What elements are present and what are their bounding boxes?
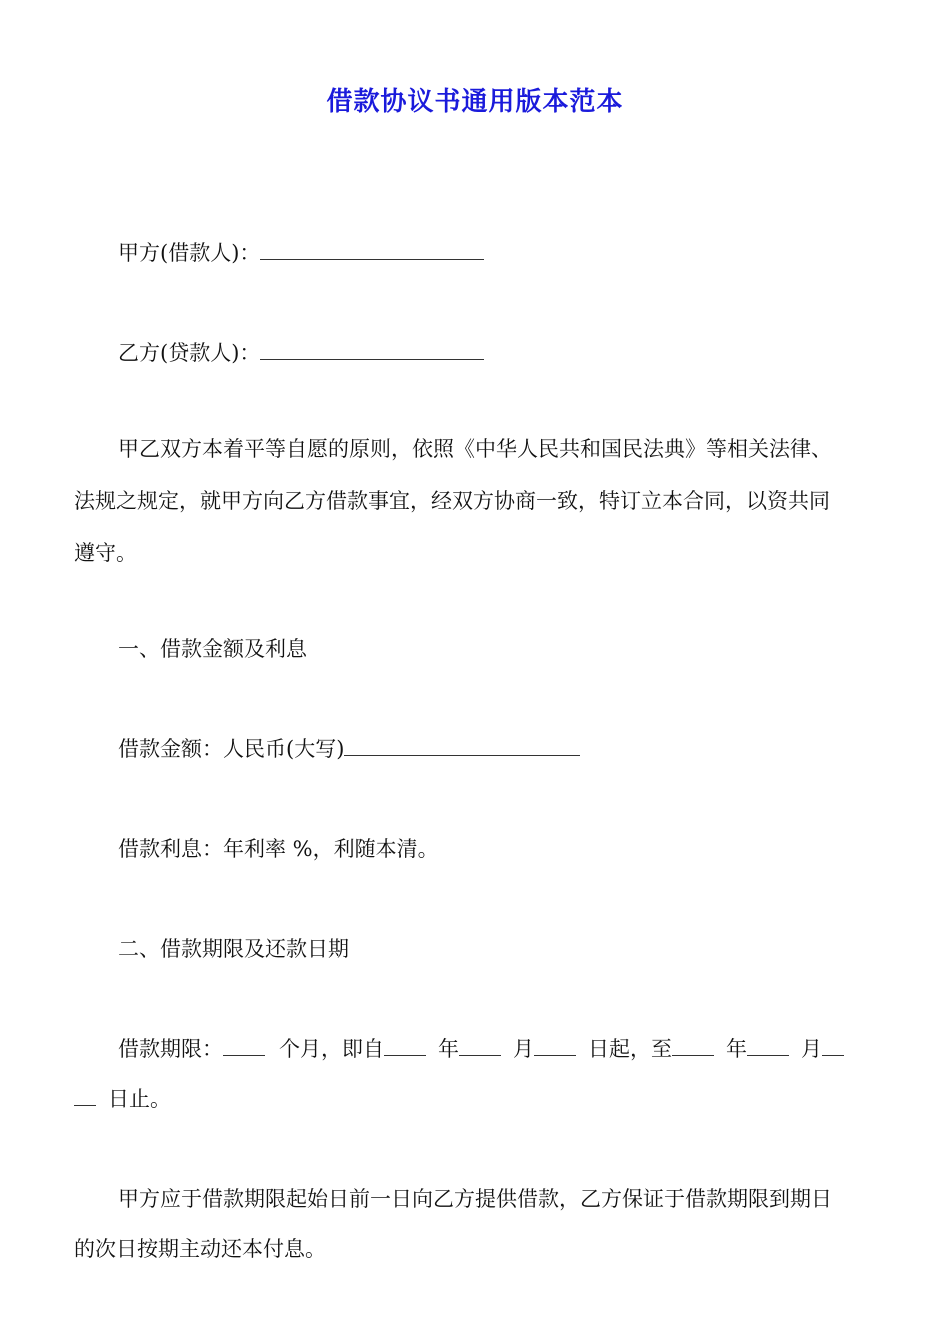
end-year-blank[interactable] [672, 1033, 714, 1056]
end-day-blank-part2[interactable] [74, 1083, 96, 1106]
start-day-label: 日起，至 [588, 1037, 672, 1061]
term-label: 借款期限： [118, 1037, 223, 1061]
loan-interest-line: 借款利息：年利率 %，利随本清。 [118, 837, 439, 861]
end-year-label: 年 [726, 1037, 747, 1061]
party-a-blank[interactable] [260, 237, 484, 260]
end-month-blank[interactable] [747, 1033, 789, 1056]
repay-line-2: 的次日按期主动还本付息。 [74, 1237, 326, 1261]
start-year-label: 年 [438, 1037, 459, 1061]
intro-line-1: 甲乙双方本着平等自愿的原则，依照《中华人民共和国民法典》等相关法律、 [118, 437, 832, 461]
end-day-blank-part1[interactable] [822, 1033, 844, 1056]
start-day-blank[interactable] [534, 1033, 576, 1056]
intro-line-3: 遵守。 [74, 541, 137, 565]
term-months-blank[interactable] [223, 1033, 265, 1056]
party-a-label: 甲方(借款人)： [118, 241, 261, 265]
start-month-blank[interactable] [459, 1033, 501, 1056]
repay-line-1: 甲方应于借款期限起始日前一日向乙方提供借款，乙方保证于借款期限到期日 [118, 1187, 832, 1211]
term-line-2 [74, 1082, 880, 1116]
loan-amount-line [118, 732, 880, 766]
term-line-1 [118, 1032, 880, 1066]
section-1-heading: 一、借款金额及利息 [118, 637, 307, 661]
party-b-blank[interactable] [260, 337, 484, 360]
start-year-blank[interactable] [384, 1033, 426, 1056]
party-b-line [118, 336, 880, 370]
section-2-heading: 二、借款期限及还款日期 [118, 937, 349, 961]
intro-line-2: 法规之规定，就甲方向乙方借款事宜，经双方协商一致，特订立本合同，以资共同 [74, 489, 830, 513]
end-month-label: 月 [801, 1037, 822, 1061]
term-months-text: 个月，即自 [279, 1037, 384, 1061]
document-title: 借款协议书通用版本范本 [326, 87, 624, 117]
term-end-label: 日止。 [108, 1087, 171, 1111]
loan-amount-label: 借款金额：人民币(大写) [118, 737, 345, 761]
loan-amount-blank[interactable] [344, 733, 580, 756]
party-b-label: 乙方(贷款人)： [118, 341, 261, 365]
party-a-line [118, 236, 880, 270]
start-month-label: 月 [513, 1037, 534, 1061]
